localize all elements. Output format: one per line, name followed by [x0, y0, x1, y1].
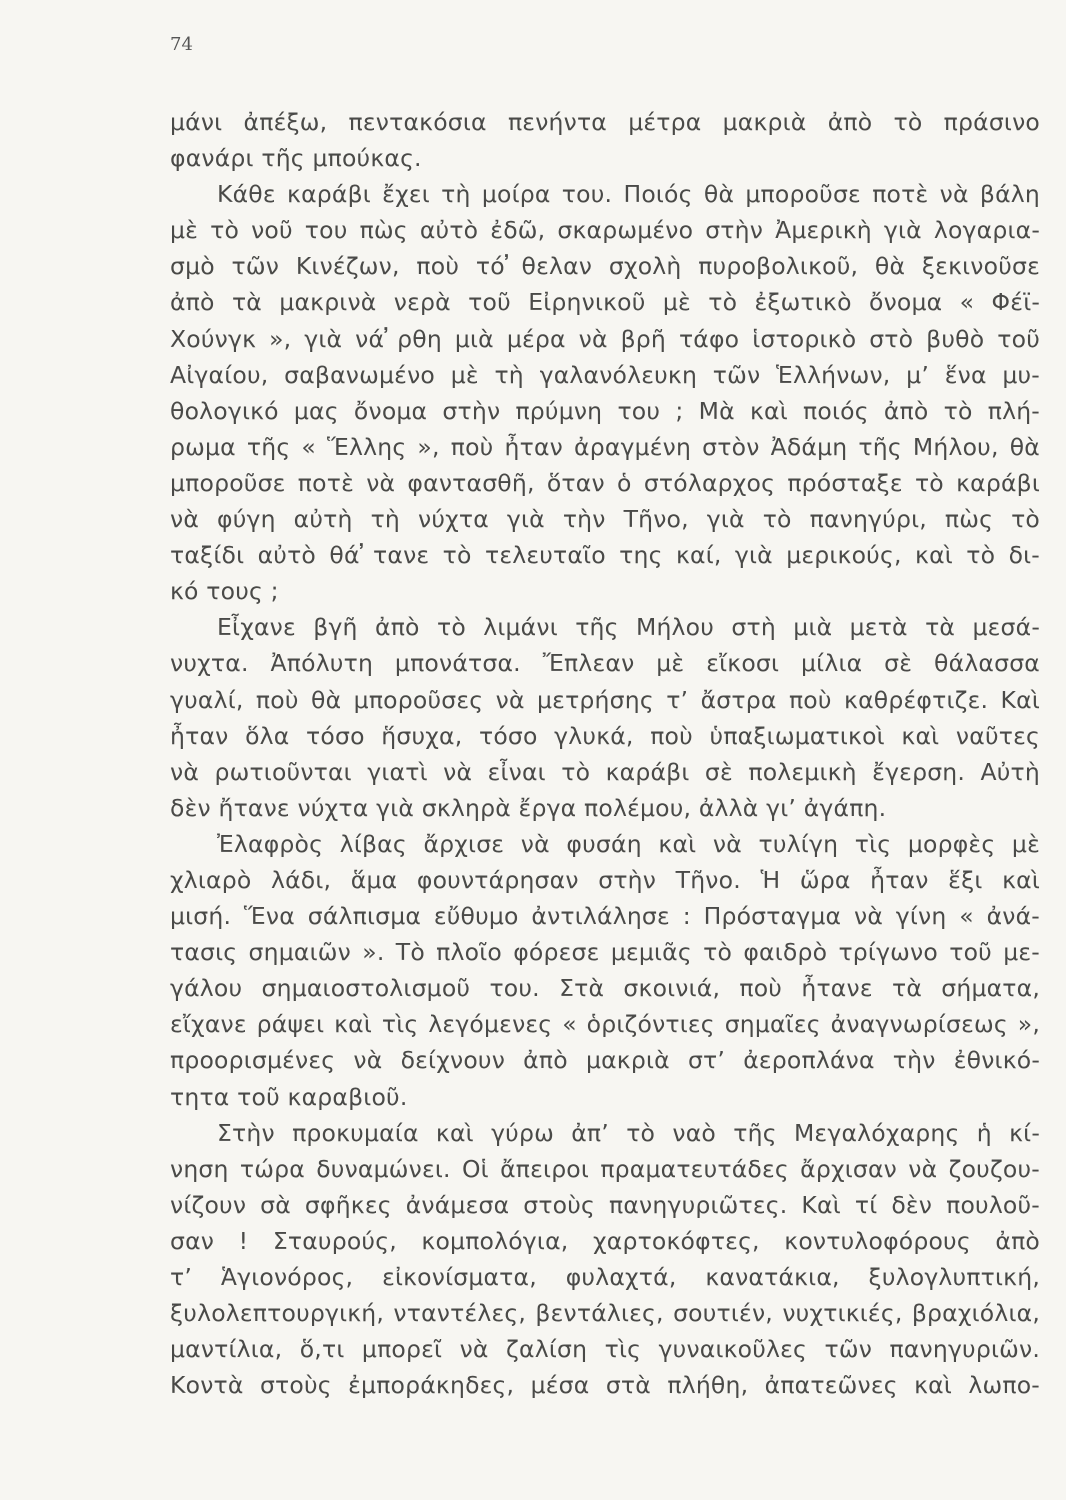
- text-line: χλιαρὸ λάδι, ἅμα φουντάρησαν στὴν Τῆνο. Ἡ ὥρα ἦταν ἕξι καὶ: [170, 865, 1040, 894]
- text-line: μαντίλια, ὅ,τι μπορεῖ νὰ ζαλίση τὶς γυναικοῦλες τῶν πανηγυριῶν.: [170, 1335, 1040, 1364]
- text-line: νὰ φύγη αὐτὴ τὴ νύχτα γιὰ τὴν Τῆνο, γιὰ τὸ πανηγύρι, πὼς τὸ: [170, 505, 1040, 534]
- text-line: ταξίδι αὐτὸ θά ̓τανε τὸ τελευταῖο της καί, γιὰ μερικούς, καὶ τὸ δι-: [170, 541, 1040, 570]
- text-line: Εἶχανε βγῆ ἀπὸ τὸ λιμάνι τῆς Μήλου στὴ μιὰ μετὰ τὰ μεσά-: [217, 613, 1040, 642]
- text-line: εἴχανε ράψει καὶ τὶς λεγόμενες « ὁριζόντιες σημαῖες ἀναγνωρίσεως »,: [170, 1010, 1040, 1039]
- text-line: δὲν ἤτανε νύχτα γιὰ σκληρὰ ἔργα πολέμου, ἀλλὰ γι’ ἀγάπη.: [170, 793, 887, 822]
- text-line: Κάθε καράβι ἔχει τὴ μοίρα του. Ποιός θὰ μποροῦσε ποτὲ νὰ βάλη: [217, 180, 1040, 209]
- text-line: ἀπὸ τὰ μακρινὰ νερὰ τοῦ Εἰρηνικοῦ μὲ τὸ ἐξωτικὸ ὄνομα « Φέϊ-: [170, 288, 1040, 317]
- text-line: ρωμα τῆς « Ἕλλης », ποὺ ἦταν ἀραγμένη στὸν Ἀδάμη τῆς Μήλου, θὰ: [170, 432, 1040, 461]
- text-line: νὰ ρωτιοῦνται γιατὶ νὰ εἶναι τὸ καράβι σὲ πολεμικὴ ἔγερση. Αὐτὴ: [170, 757, 1040, 786]
- page-number: 74: [170, 34, 193, 55]
- text-line: Χούνγκ », γιὰ νά ̓ρθη μιὰ μέρα νὰ βρῆ τάφο ἱστορικὸ στὸ βυθὸ τοῦ: [170, 324, 1040, 353]
- text-line: νίζουν σὰ σφῆκες ἀνάμεσα στοὺς πανηγυριῶτες. Καὶ τί δὲν πουλοῦ-: [170, 1190, 1040, 1219]
- text-line: γάλου σημαιοστολισμοῦ του. Στὰ σκοινιά, ποὺ ἦτανε τὰ σήματα,: [170, 974, 1040, 1003]
- text-line: φανάρι τῆς μπούκας.: [170, 144, 422, 173]
- text-line: τασις σημαιῶν ». Τὸ πλοῖο φόρεσε μεμιᾶς τὸ φαιδρὸ τρίγωνο τοῦ με-: [170, 938, 1040, 967]
- text-line: σαν ! Σταυρούς, κομπολόγια, χαρτοκόφτες, κοντυλοφόρους ἀπὸ: [170, 1226, 1040, 1255]
- text-line: τ’ Ἁγιονόρος, εἰκονίσματα, φυλαχτά, κανατάκια, ξυλογλυπτική,: [170, 1263, 1040, 1291]
- text-line: μποροῦσε ποτὲ νὰ φαντασθῆ, ὅταν ὁ στόλαρχος πρόσταξε τὸ καράβι: [170, 468, 1040, 497]
- body-text: [170, 104, 1040, 1403]
- text-line: σμὸ τῶν Κινέζων, ποὺ τό ̓θελαν σχολὴ πυροβολικοῦ, θὰ ξεκινοῦσε: [170, 252, 1040, 281]
- text-line: νηση τώρα δυναμώνει. Οἱ ἄπειροι πραματευτάδες ἄρχισαν νὰ ζουζου-: [170, 1154, 1040, 1183]
- text-line: Κοντὰ στοὺς ἐμποράκηδες, μέσα στὰ πλήθη, ἀπατεῶνες καὶ λωπο-: [170, 1371, 1040, 1400]
- text-line: τητα τοῦ καραβιοῦ.: [170, 1082, 408, 1111]
- text-line: ἦταν ὅλα τόσο ἥσυχα, τόσο γλυκά, ποὺ ὑπαξιωματικοὶ καὶ ναῦτες: [170, 721, 1040, 750]
- text-line: ξυλολεπτουργική, νταντέλες, βεντάλιες, σουτιέν, νυχτικιές, βραχιόλια,: [170, 1299, 1040, 1328]
- text-line: μάνι ἀπέξω, πεντακόσια πενήντα μέτρα μακριὰ ἀπὸ τὸ πράσινο: [170, 108, 1040, 136]
- text-line: Αἰγαίου, σαβανωμένο μὲ τὴ γαλανόλευκη τῶν Ἑλλήνων, μ’ ἕνα μυ-: [170, 360, 1040, 389]
- text-line: Στὴν προκυμαία καὶ γύρω ἀπ’ τὸ ναὸ τῆς Μεγαλόχαρης ἡ κί-: [217, 1118, 1040, 1147]
- text-line: προορισμένες νὰ δείχνουν ἀπὸ μακριὰ στ’ ἀεροπλάνα τὴν ἐθνικό-: [170, 1046, 1040, 1075]
- text-line: νυχτα. Ἀπόλυτη μπονάτσα. Ἔπλεαν μὲ εἴκοσι μίλια σὲ θάλασσα: [170, 649, 1040, 678]
- text-line: Ἐλαφρὸς λίβας ἄρχισε νὰ φυσάη καὶ νὰ τυλίγη τὶς μορφὲς μὲ: [217, 829, 1040, 858]
- text-line: μὲ τὸ νοῦ του πὼς αὐτὸ ἐδῶ, σκαρωμένο στὴν Ἀμερικὴ γιὰ λογαρια-: [170, 216, 1040, 245]
- text-line: γυαλί, ποὺ θὰ μποροῦσες νὰ μετρήσης τ’ ἄστρα ποὺ καθρέφτιζε. Καὶ: [170, 685, 1040, 714]
- text-line: κό τους ;: [170, 577, 279, 606]
- text-line: μισή. Ἕνα σάλπισμα εὔθυμο ἀντιλάλησε : Πρόσταγμα νὰ γίνη « ἀνά-: [170, 902, 1040, 931]
- text-line: θολογικό μας ὄνομα στὴν πρύμνη του ; Μὰ καὶ ποιός ἀπὸ τὸ πλή-: [170, 396, 1040, 425]
